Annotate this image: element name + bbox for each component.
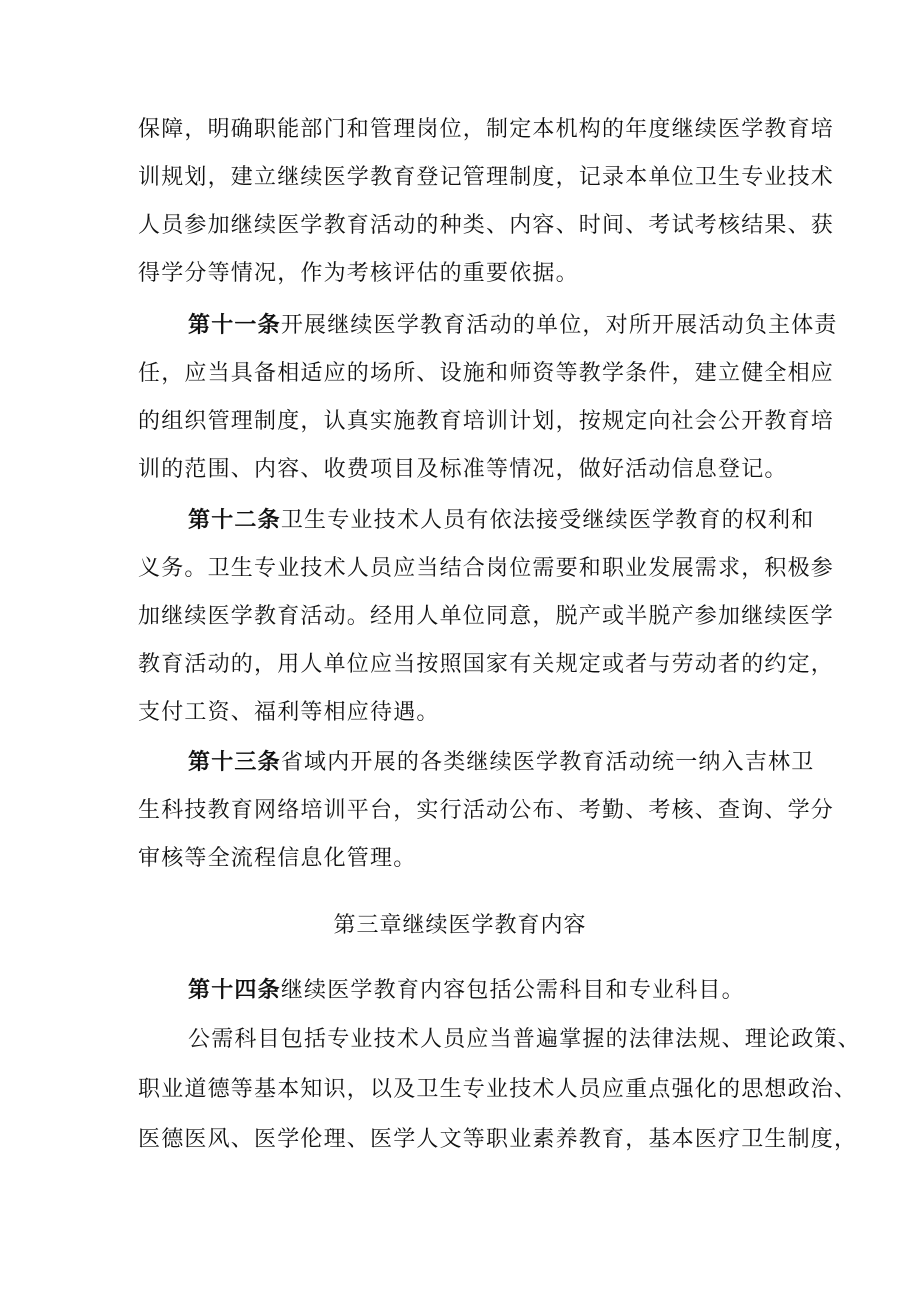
paragraph-line: 教育活动的，用人单位应当按照国家有关规定或者与劳动者的约定， bbox=[138, 652, 835, 677]
paragraph-line: 的组织管理制度，认真实施教育培训计划，按规定向社会公开教育培 bbox=[138, 409, 835, 434]
paragraph-line: 医德医风、医学伦理、医学人文等职业素养教育，基本医疗卫生制度， bbox=[138, 1127, 858, 1152]
paragraph-line: 义务。卫生专业技术人员应当结合岗位需要和职业发展需求，积极参 bbox=[138, 556, 835, 581]
paragraph-line: 保障，明确职能部门和管理岗位，制定本机构的年度继续医学教育培 bbox=[138, 117, 835, 142]
article-13-text: 省域内开展的各类继续医学教育活动统一纳入吉林卫 bbox=[280, 750, 815, 775]
article-11-first-line bbox=[188, 311, 838, 341]
article-12-label: 第十二条 bbox=[188, 508, 281, 533]
paragraph-line: 公需科目包括专业技术人员应当普遍掌握的法律法规、理论政策、 bbox=[188, 1027, 861, 1052]
article-13-label: 第十三条 bbox=[188, 750, 281, 775]
article-11-label: 第十一条 bbox=[188, 313, 281, 338]
paragraph-line: 支付工资、福利等相应待遇。 bbox=[138, 700, 440, 725]
paragraph-line: 得学分等情况，作为考核评估的重要依据。 bbox=[138, 261, 579, 286]
article-12-first-line bbox=[188, 506, 814, 536]
paragraph-line: 任，应当具备相适应的场所、设施和师资等教学条件，建立健全相应 bbox=[138, 361, 835, 386]
article-14-text: 继续医学教育内容包括公需科目和专业科目。 bbox=[280, 978, 745, 1003]
paragraph-line: 训规划，建立继续医学教育登记管理制度，记录本单位卫生专业技术 bbox=[138, 165, 835, 190]
article-13-first-line bbox=[188, 748, 814, 778]
paragraph-line: 生科技教育网络培训平台，实行活动公布、考勤、考核、查询、学分 bbox=[138, 798, 835, 823]
paragraph-line: 加继续医学教育活动。经用人单位同意，脱产或半脱产参加继续医学 bbox=[138, 604, 835, 629]
paragraph-line: 人员参加继续医学教育活动的种类、内容、时间、考试考核结果、获 bbox=[138, 213, 835, 238]
article-14-label: 第十四条 bbox=[188, 978, 281, 1003]
paragraph-line: 职业道德等基本知识，以及卫生专业技术人员应重点强化的思想政治、 bbox=[138, 1077, 858, 1102]
article-11-text: 开展继续医学教育活动的单位，对所开展活动负主体责 bbox=[280, 313, 838, 338]
chapter-heading: 第三章继续医学教育内容 bbox=[333, 913, 587, 938]
article-14-first-line bbox=[188, 976, 745, 1006]
article-12-text: 卫生专业技术人员有依法接受继续医学教育的权利和 bbox=[280, 508, 815, 533]
paragraph-line: 训的范围、内容、收费项目及标准等情况，做好活动信息登记。 bbox=[138, 457, 788, 482]
paragraph-line: 审核等全流程信息化管理。 bbox=[138, 846, 417, 871]
